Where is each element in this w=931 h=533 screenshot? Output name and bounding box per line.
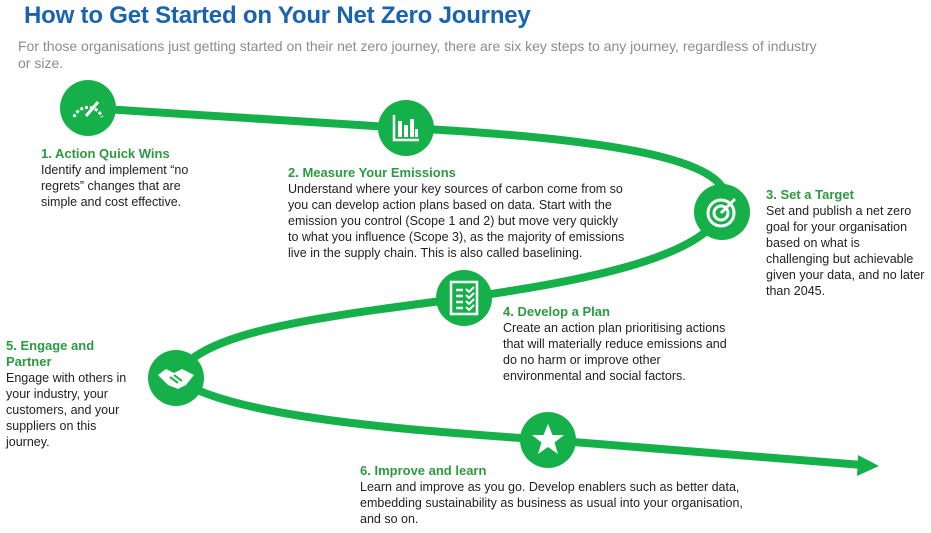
step-2 [288, 165, 628, 261]
step-4 [503, 304, 738, 384]
step-text: Identify and implement “no regrets” changes that are simple and cost effective. [41, 163, 189, 209]
handshake-icon [148, 350, 204, 406]
checklist-icon [436, 270, 492, 326]
step-title: 2. Measure Your Emissions [288, 165, 456, 180]
page-subtitle: For those organisations just getting started on their net zero journey, there are six key steps to any journey, regardless of industry or size. [18, 38, 817, 71]
step-title: 3. Set a Target [766, 187, 854, 202]
step-3 [766, 187, 926, 299]
step-text: Create an action plan prioritising actions that will materially reduce emissions and do no harm or improve other environmental and social factors. [503, 321, 727, 383]
step-text: Learn and improve as you go. Develop enablers such as better data, embedding sustainability as business as usual into your organisation, and so on. [360, 480, 743, 526]
step-title: 6. Improve and learn [360, 463, 487, 478]
step-title: 5. Engage and Partner [6, 338, 95, 369]
step-1 [41, 146, 206, 210]
arrowhead-icon [857, 455, 879, 476]
target-icon [694, 184, 750, 240]
star-icon [520, 412, 576, 468]
step-text: Engage with others in your industry, your customers, and your suppliers on this journey. [6, 371, 127, 449]
step-text: Set and publish a net zero goal for your organisation based on what is challenging but achievable given your data, and no later than 2045. [766, 204, 925, 298]
page-title: How to Get Started on Your Net Zero Journey [24, 2, 531, 29]
speedometer-icon [60, 80, 116, 136]
step-title: 1. Action Quick Wins [41, 146, 170, 161]
step-6 [360, 463, 745, 527]
bar-chart-icon [378, 100, 434, 156]
step-title: 4. Develop a Plan [503, 304, 610, 319]
step-5 [6, 338, 141, 450]
step-text: Understand where your key sources of carbon come from so you can develop action plans based on data. Start with the emission you control (Scope 1 and 2) but move very quickly to what you influence (Scope 3), as the majority of emissions live in the supply chain. This is also called baselining. [288, 182, 625, 260]
